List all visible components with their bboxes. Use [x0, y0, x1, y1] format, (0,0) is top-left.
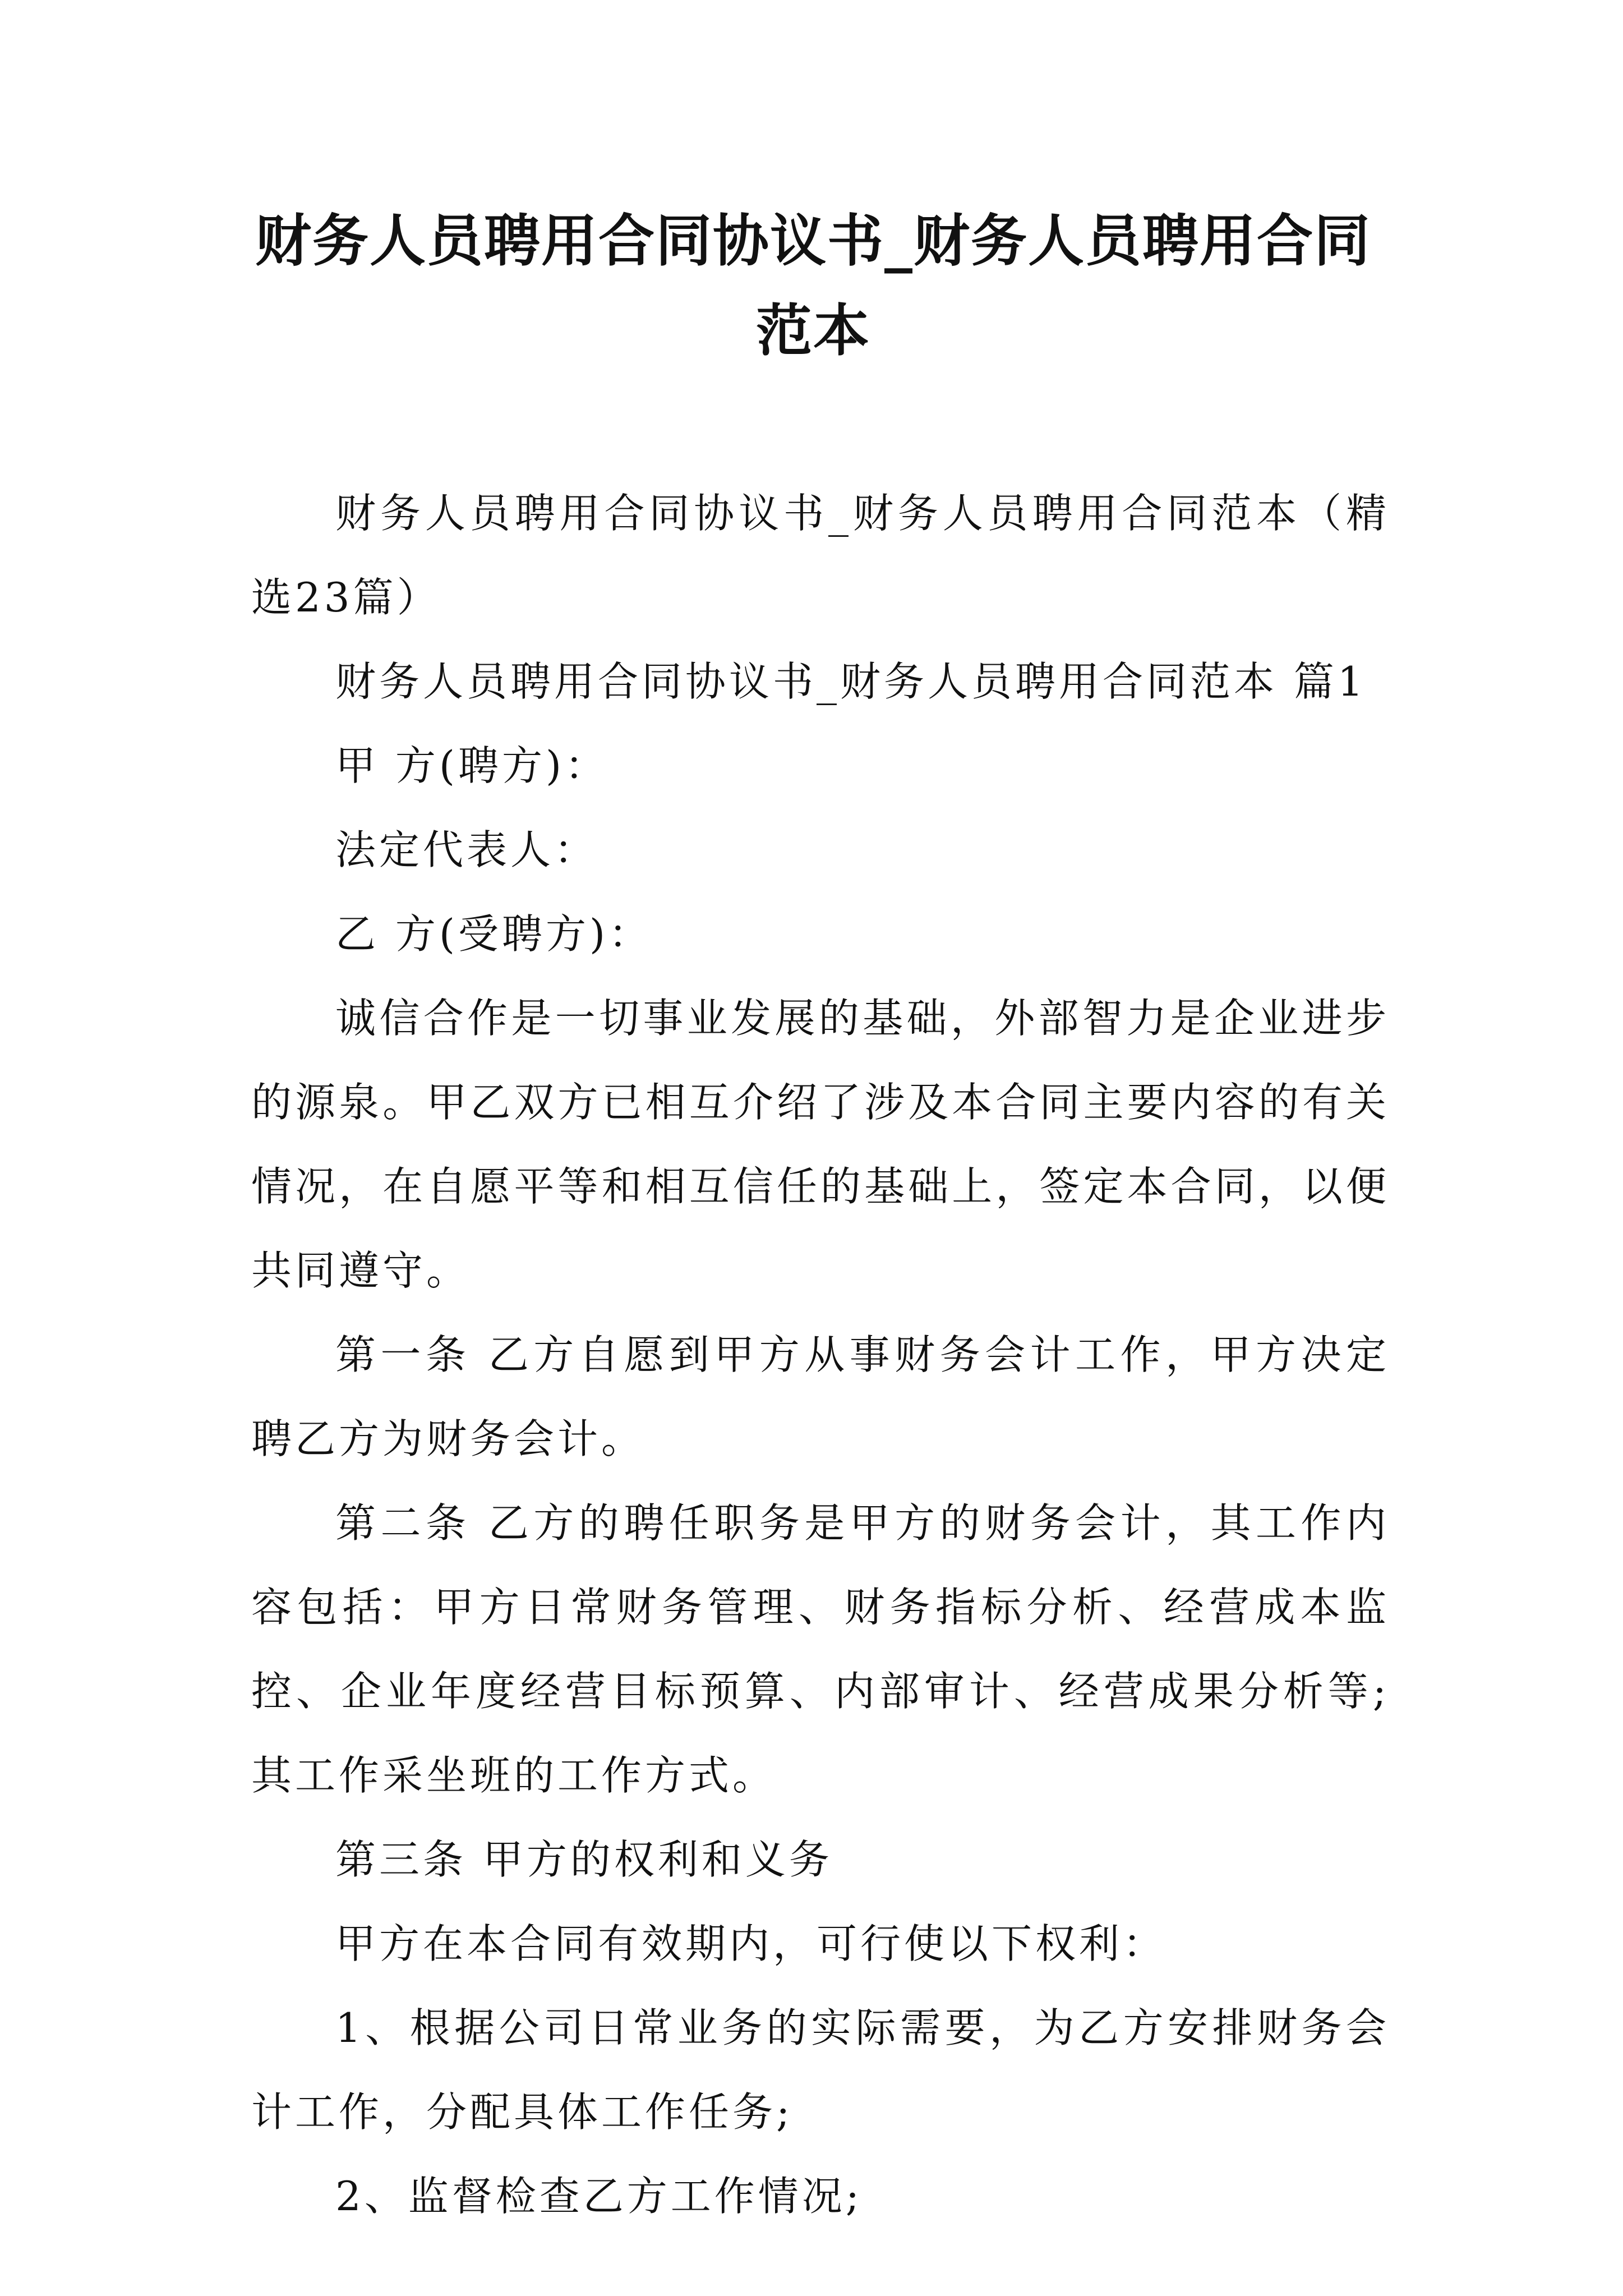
paragraph-right-1: 1、根据公司日常业务的实际需要，为乙方安排财务会计工作，分配具体工作任务;: [251, 2004, 1390, 2136]
paragraph-right-2: 2、监督检查乙方工作情况;: [335, 2173, 863, 2220]
document-title: 财务人员聘用合同协议书_财务人员聘用合同范本: [255, 208, 1371, 364]
paragraph-legal-representative: 法定代表人：: [335, 826, 598, 873]
document-body: [251, 471, 1390, 2238]
paragraph-subtitle: 财务人员聘用合同协议书_财务人员聘用合同范本（精选23篇）: [251, 490, 1390, 621]
paragraph-party-a-rights-intro: 甲方在本合同有效期内，可行使以下权利：: [335, 1920, 1167, 1967]
paragraph-section-heading: 财务人员聘用合同协议书_财务人员聘用合同范本 篇1: [335, 658, 1367, 705]
paragraph-article-3-heading: 第三条 甲方的权利和义务: [335, 1836, 833, 1883]
paragraph-preamble: 诚信合作是一切事业发展的基础，外部智力是企业进步的源泉。甲乙双方已相互介绍了涉及本合同主要内容的有关情况，在自愿平等和相互信任的基础上，签定本合同，以便共同遵守。: [251, 995, 1390, 1294]
paragraph-article-2: 第二条 乙方的聘任职务是甲方的财务会计，其工作内容包括：甲方日常财务管理、财务指标分析、经营成本监控、企业年度经营目标预算、内部审计、经营成果分析等;其工作采坐班的工作方式。: [251, 1499, 1390, 1799]
paragraph-article-1: 第一条 乙方自愿到甲方从事财务会计工作，甲方决定聘乙方为财务会计。: [251, 1331, 1390, 1462]
paragraph-party-a: 甲 方(聘方)：: [335, 742, 609, 789]
paragraph-party-b: 乙 方(受聘方)：: [335, 910, 653, 958]
